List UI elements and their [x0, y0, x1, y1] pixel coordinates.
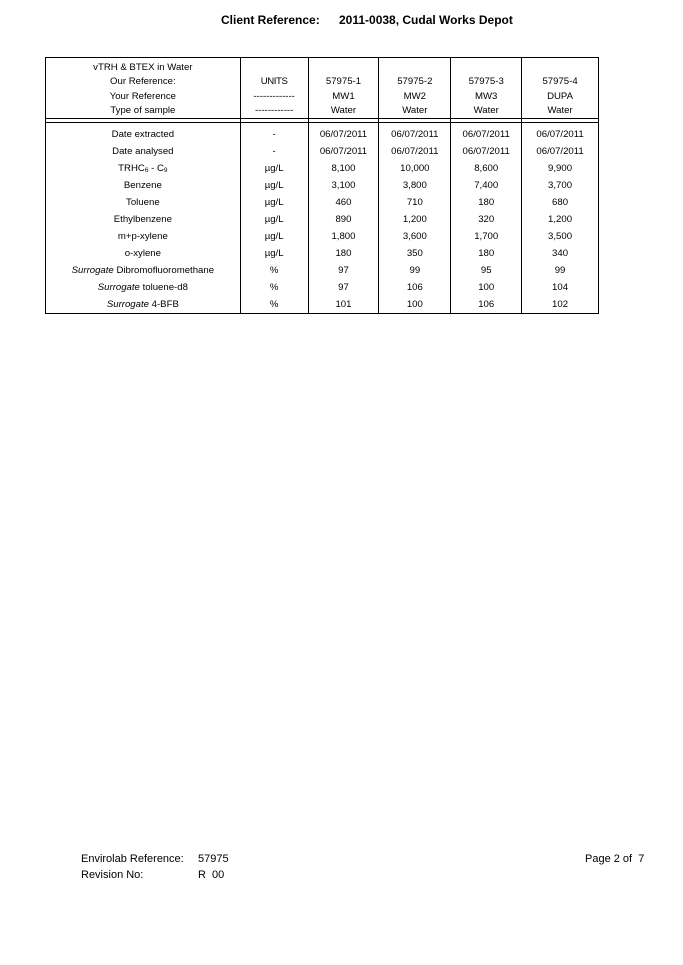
- cell: 95: [451, 262, 522, 279]
- row-label: Benzene: [46, 177, 241, 194]
- cell: 1,700: [451, 228, 522, 245]
- units: µg/L: [240, 228, 308, 245]
- cell: 680: [522, 194, 599, 211]
- row-label: Surrogate toluene-d8: [46, 279, 241, 296]
- cell: 8,600: [451, 160, 522, 177]
- table-row: [46, 279, 599, 296]
- cell: 3,800: [379, 177, 451, 194]
- header-row-our-reference: [46, 75, 599, 90]
- row-label: Surrogate Dibromofluoromethane: [46, 262, 241, 279]
- cell: 350: [379, 245, 451, 262]
- cell: Water: [522, 104, 599, 119]
- units: -: [240, 143, 308, 160]
- row-label: $TRHC_6 - C_9$: [46, 160, 241, 177]
- cell: 99: [522, 262, 599, 279]
- row-label: Ethylbenzene: [46, 211, 241, 228]
- cell: 106: [451, 296, 522, 314]
- envirolab-reference-value: 57975: [198, 853, 229, 865]
- units: µg/L: [240, 245, 308, 262]
- header-row-type-of-sample: [46, 104, 599, 119]
- units: %: [240, 262, 308, 279]
- cell: 180: [308, 245, 379, 262]
- units-dashes: ------------: [240, 104, 308, 119]
- cell: 06/07/2011: [379, 123, 451, 144]
- cell: 06/07/2011: [308, 143, 379, 160]
- cell: 06/07/2011: [522, 123, 599, 144]
- cell: MW2: [379, 89, 451, 104]
- cell: 180: [451, 245, 522, 262]
- client-reference-value: 2011-0038, Cudal Works Depot: [339, 13, 513, 27]
- cell: 890: [308, 211, 379, 228]
- cell: 1,200: [379, 211, 451, 228]
- table-row: [46, 296, 599, 314]
- cell: 3,700: [522, 177, 599, 194]
- units: µg/L: [240, 177, 308, 194]
- cell: 06/07/2011: [522, 143, 599, 160]
- header-row-your-reference: [46, 89, 599, 104]
- row-label: Surrogate 4-BFB: [46, 296, 241, 314]
- row-label: Our Reference:: [46, 75, 241, 90]
- row-label: Type of sample: [46, 104, 241, 119]
- cell: 106: [379, 279, 451, 296]
- table-row: [46, 177, 599, 194]
- table-row: [46, 160, 599, 177]
- cell: 97: [308, 279, 379, 296]
- cell: 180: [451, 194, 522, 211]
- cell: 06/07/2011: [451, 143, 522, 160]
- cell: 06/07/2011: [308, 123, 379, 144]
- table-row: [46, 194, 599, 211]
- cell: 57975-4: [522, 75, 599, 90]
- row-label: Your Reference: [46, 89, 241, 104]
- cell: 57975-1: [308, 75, 379, 90]
- cell: 100: [451, 279, 522, 296]
- client-reference-label: Client Reference:: [221, 13, 320, 27]
- cell: DUPA: [522, 89, 599, 104]
- table-row: [46, 228, 599, 245]
- cell: 101: [308, 296, 379, 314]
- cell: 1,200: [522, 211, 599, 228]
- cell: 3,600: [379, 228, 451, 245]
- cell: 57975-3: [451, 75, 522, 90]
- row-label: Date analysed: [46, 143, 241, 160]
- cell: 104: [522, 279, 599, 296]
- units-header: UNITS: [240, 75, 308, 90]
- units: µg/L: [240, 194, 308, 211]
- cell: Water: [379, 104, 451, 119]
- row-label: Toluene: [46, 194, 241, 211]
- cell: MW3: [451, 89, 522, 104]
- results-table: [45, 57, 599, 314]
- cell: 710: [379, 194, 451, 211]
- table-row: [46, 262, 599, 279]
- section-title: vTRH & BTEX in Water: [46, 58, 241, 75]
- cell: 102: [522, 296, 599, 314]
- cell: 7,400: [451, 177, 522, 194]
- row-label: m+p-xylene: [46, 228, 241, 245]
- cell: Water: [451, 104, 522, 119]
- table-row: [46, 143, 599, 160]
- cell: 460: [308, 194, 379, 211]
- cell: 320: [451, 211, 522, 228]
- cell: 8,100: [308, 160, 379, 177]
- cell: 100: [379, 296, 451, 314]
- row-label: Date extracted: [46, 123, 241, 144]
- cell: MW1: [308, 89, 379, 104]
- cell: 97: [308, 262, 379, 279]
- section-title-row: [46, 58, 599, 75]
- units: -: [240, 123, 308, 144]
- envirolab-reference-label: Envirolab Reference:: [81, 853, 184, 865]
- cell: 06/07/2011: [379, 143, 451, 160]
- cell: 99: [379, 262, 451, 279]
- revision-value: R 00: [198, 869, 225, 881]
- units: µg/L: [240, 211, 308, 228]
- cell: 10,000: [379, 160, 451, 177]
- cell: 3,500: [522, 228, 599, 245]
- units: %: [240, 279, 308, 296]
- units: %: [240, 296, 308, 314]
- revision-label: Revision No:: [81, 869, 144, 881]
- table-row: [46, 123, 599, 144]
- cell: 340: [522, 245, 599, 262]
- table-row: [46, 211, 599, 228]
- cell: 1,800: [308, 228, 379, 245]
- units-dashes: -------------: [240, 89, 308, 104]
- cell: Water: [308, 104, 379, 119]
- row-label: o-xylene: [46, 245, 241, 262]
- units: µg/L: [240, 160, 308, 177]
- page-number: Page 2 of 7: [585, 853, 645, 865]
- cell: 3,100: [308, 177, 379, 194]
- table-row: [46, 245, 599, 262]
- cell: 06/07/2011: [451, 123, 522, 144]
- cell: 9,900: [522, 160, 599, 177]
- cell: 57975-2: [379, 75, 451, 90]
